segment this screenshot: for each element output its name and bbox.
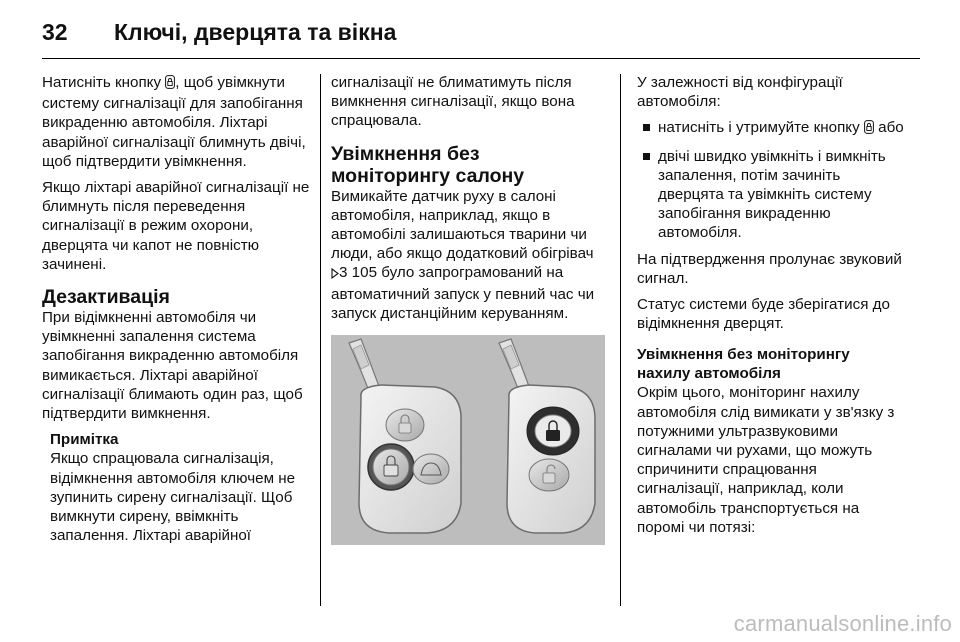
paragraph: У залежності від конфігурації автомобіля: [637,74,843,111]
list-item-text [658,118,904,139]
bullet-icon [643,153,650,160]
section-heading: Увімкнення без моніторингу нахилу автомобіля [637,346,850,383]
text: натисніть і утримуйте кнопку [658,119,864,137]
watermark: carmanualsonline.info [733,611,952,636]
paragraph [331,187,601,323]
page-title: Ключі, дверцята та вікна [114,18,397,45]
lock-icon [864,120,874,139]
column-divider [620,74,621,606]
section-heading: Увімкнення без моніторингу салону [331,142,525,187]
paragraph: Окрім цього, моніторинг нахилу автомобіля слід вимикати у зв'язку з потужними ультразвуковими сигналами чи рухами, що можуть спричинити спрацювання сигналізації, наприклад, коли автомобіль транспортується на поромі чи потязі: [637,384,895,536]
note-box [50,430,312,545]
column-1 [42,73,312,545]
lock-icon [165,75,175,94]
page-reference: 3 [339,264,348,282]
column-3 [637,73,907,544]
text: або [873,119,904,137]
column-2 [331,73,601,545]
section-heading: Дезактивація [42,286,170,309]
paragraph: Статус системи буде зберігатися до відімкнення дверцят. [637,296,890,333]
paragraph: На підтвердження пролунає звуковий сигнал. [637,250,902,287]
text: Вимикайте датчик руху в салоні автомобіля, наприклад, якщо в автомобілі залишаються тварини чи люди, або якщо додатковий обігрівач [331,187,594,263]
paragraph: При відімкненні автомобіля чи увімкненні запалення система запобігання викраденню автомобіля вимикається. Ліхтарі аварійної сигналізації блимають один раз, щоб підтвердити вимкнення. [42,309,303,423]
list-item [637,118,907,139]
note-title: Примітка [50,431,119,449]
list-item-text: двічі швидко увімкніть і вимкніть запалення, потім зачиніть дверцята та увімкніть систему запобігання викраденню автомобіля. [658,147,886,242]
key-fob-illustration [331,335,605,545]
note-text: Якщо спрацювала сигналізація, відімкнення автомобіля ключем не зупинить сирену сигналізації. Щоб вимкнути сирену, ввімкніть запалення. Ліхтарі аварійної [50,450,296,545]
text: Натисніть кнопку [42,74,166,91]
page-number: 32 [42,18,68,45]
column-divider [320,74,321,606]
paragraph [42,73,312,171]
paragraph: сигналізації не блиматимуть після вимкнення сигналізації, якщо вона спрацювала. [331,74,575,130]
triangle-ref-icon [331,265,339,284]
text: 105 було запрограмований на автоматичний запуск у певний час чи запуск дистанційним керуванням. [331,264,595,322]
header-rule [42,58,920,59]
page-header [42,14,396,50]
list-item [637,147,907,243]
text: , щоб увімкнути систему сигналізації для запобігання викраденню автомобіля. Ліхтарі аварійної сигналізації блимнуть двічі, щоб підтвердити увімкнення. [42,74,306,170]
paragraph: Якщо ліхтарі аварійної сигналізації не блимнуть після переведення сигналізації в режим охорони, дверцята чи капот не повністю зачинені. [42,179,310,273]
bullet-icon [643,124,650,131]
